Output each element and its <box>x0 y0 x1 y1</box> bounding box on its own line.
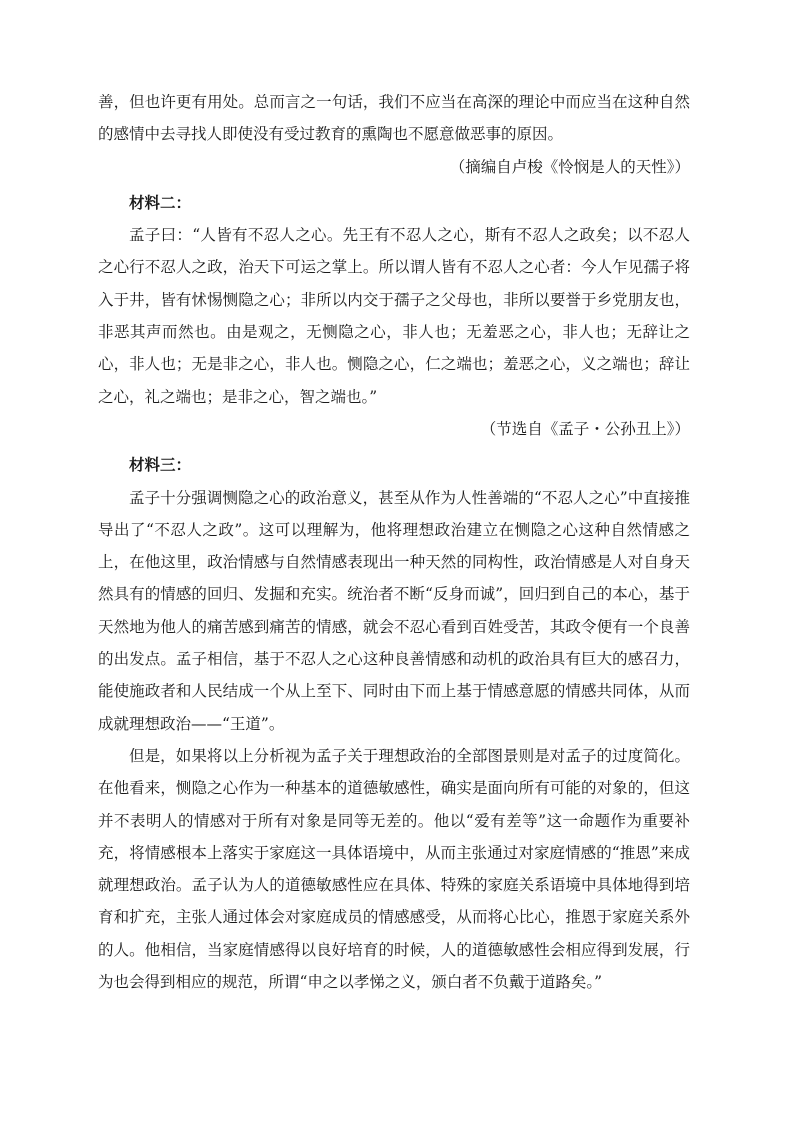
material2-heading: 材料二： <box>129 192 192 212</box>
material3-paragraph-1: 孟子十分强调恻隐之心的政治意义，甚至从作为人性善端的“不忍人之心”中直接推导出了“不忍人之政”。这可以理解为，他将理想政治建立在恻隐之心这种自然情感之上，在他这里，政治情感与自然情感表现出一种天然的同构性，政治情感是人对自身天然具有的情感的回归、发掘和充实。统治者不断“反身而诚”，回归到自己的本心，基于天然地为他人的痛苦感到痛苦的情感，就会不忍心看到百姓受苦，其政令便有一个良善的出发点。孟子相信，基于不忍人之心这种良善情感和动机的政治具有巨大的感召力，能使施政者和人民结成一个从上至下、同时由下而上基于情感意愿的情感共同体，从而成就理想政治——“王道”。 <box>98 488 690 733</box>
material2-paragraph: 孟子曰：“人皆有不忍人之心。先王有不忍人之心，斯有不忍人之政矣；以不忍人之心行不忍人之政，治天下可运之掌上。所以谓人皆有不忍人之心者：今人乍见孺子将入于井，皆有怵惕恻隐之心；非所以内交于孺子之父母也，非所以要誉于乡党朋友也，非恶其声而然也。由是观之，无恻隐之心，非人也；无羞恶之心，非人也；无辞让之心，非人也；无是非之心，非人也。恻隐之心，仁之端也；羞恶之心，义之端也；辞让之心，礼之端也；是非之心，智之端也。” <box>98 226 690 406</box>
material1-source: （摘编自卢梭《怜悯是人的天性》） <box>449 157 690 176</box>
material2-source: （节选自《孟子・公孙丑上》） <box>480 419 690 438</box>
material3-paragraph-2: 但是，如果将以上分析视为孟子关于理想政治的全部图景则是对孟子的过度简化。在他看来，恻隐之心作为一种基本的道德敏感性，确实是面向所有可能的对象的，但这并不表明人的情感对于所有对象是同等无差的。他以“爱有差等”这一命题作为重要补充，将情感根本上落实于家庭这一具体语境中，从而主张通过对家庭情感的“推恩”来成就理想政治。孟子认为人的道德敏感性应在具体、特殊的家庭关系语境中具体地得到培育和扩充，主张人通过体会对家庭成员的情感感受，从而将心比心，推恩于家庭关系外的人。他相信，当家庭情感得以良好培育的时候，人的道德敏感性会相应得到发展，行为也会得到相应的规范，所谓“申之以孝悌之义，颁白者不负戴于道路矣。” <box>98 746 690 992</box>
document-page <box>98 86 690 998</box>
material3-heading: 材料三： <box>129 455 192 475</box>
material1-tail-paragraph: 善，但也许更有用处。总而言之一句话，我们不应当在高深的理论中而应当在这种自然的感情中去寻找人即使没有受过教育的熏陶也不愿意做恶事的原因。 <box>98 93 690 144</box>
